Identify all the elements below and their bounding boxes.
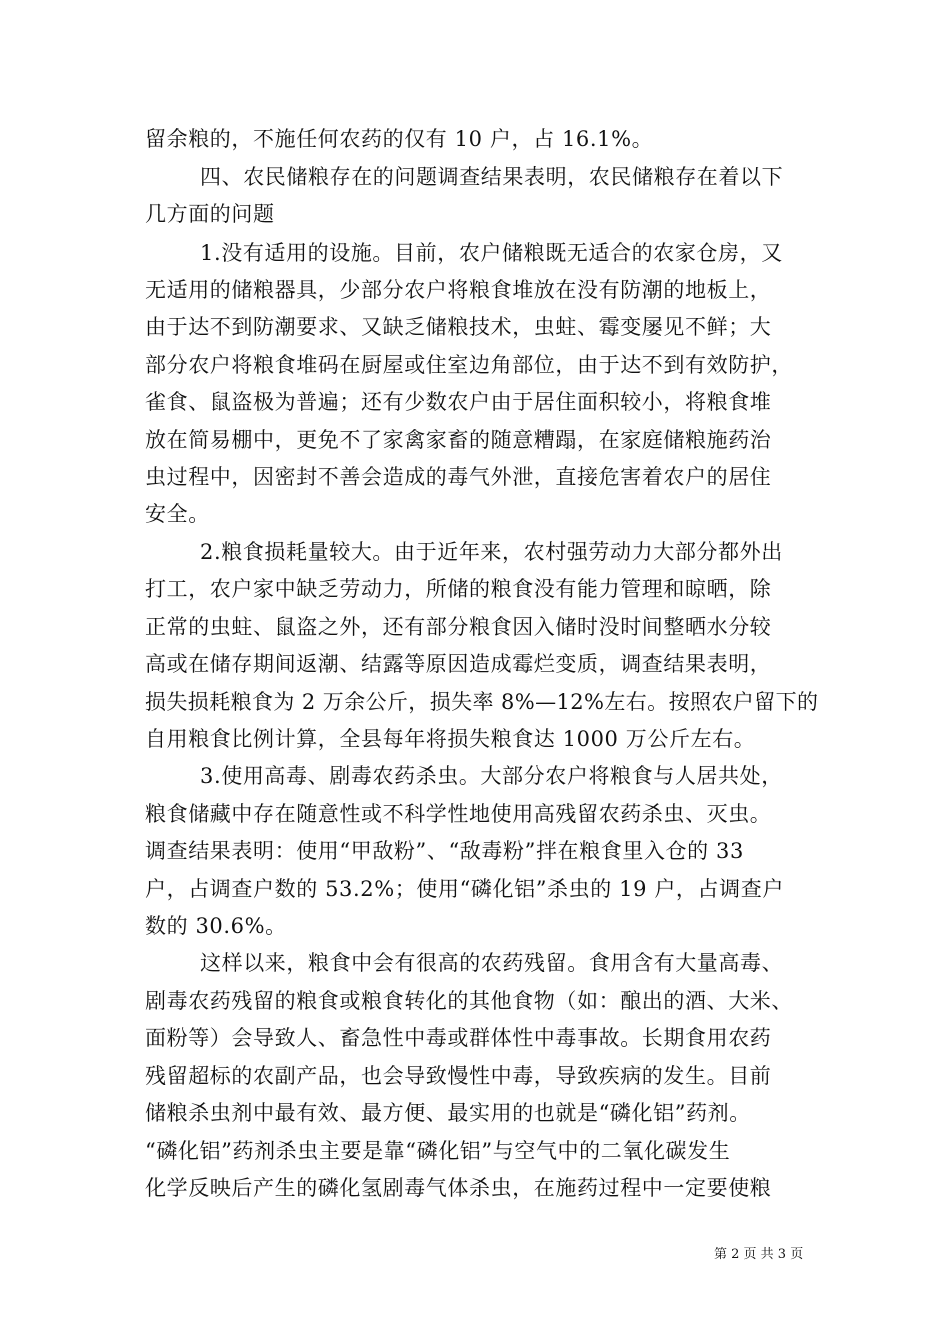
text-line: 留余粮的，不施任何农药的仅有 10 户，占 16.1%。 (145, 127, 654, 151)
text-line: 储粮杀虫剂中最有效、最方便、最实用的也就是“磷化铝”药剂。 (145, 1101, 751, 1125)
page-number: 第 2 页 共 3 页 (714, 1247, 804, 1262)
text-line: 打工，农户家中缺乏劳动力，所储的粮食没有能力管理和晾晒，除 (145, 577, 772, 601)
text-line: 虫过程中，因密封不善会造成的毒气外泄，直接危害着农户的居住 (145, 465, 772, 489)
text-line: “磷化铝”药剂杀虫主要是靠“磷化铝”与空气中的二氧化碳发生 (145, 1139, 731, 1163)
text-line: 户，占调查户数的 53.2%；使用“磷化铝”杀虫的 19 户，占调查户 (145, 877, 784, 901)
text-line: 部分农户将粮食堆码在厨屋或住室边角部位，由于达不到有效防护， (145, 353, 793, 377)
text-line: 粮食储藏中存在随意性或不科学性地使用高残留农药杀虫、灭虫。 (145, 802, 772, 826)
text-line: 自用粮食比例计算，全县每年将损失粮食达 1000 万公斤左右。 (145, 727, 756, 751)
text-line: 几方面的问题 (145, 202, 275, 226)
text-line: 剧毒农药残留的粮食或粮食转化的其他食物（如：酿出的酒、大米、 (145, 989, 793, 1013)
text-line: 1.没有适用的设施。目前，农户储粮既无适合的农家仓房，又 (200, 241, 783, 265)
text-line: 调查结果表明：使用“甲敌粉”、“敌毒粉”拌在粮食里入仓的 33 (145, 839, 744, 863)
text-line: 化学反映后产生的磷化氢剧毒气体杀虫，在施药过程中一定要使粮 (145, 1176, 772, 1200)
text-line: 正常的虫蛀、鼠盗之外，还有部分粮食因入储时没时间整晒水分较 (145, 615, 772, 639)
text-line: 3.使用高毒、剧毒农药杀虫。大部分农户将粮食与人居共处， (200, 764, 783, 788)
text-line: 安全。 (145, 502, 210, 526)
text-line: 高或在储存期间返潮、结露等原因造成霉烂变质，调查结果表明， (145, 652, 772, 676)
text-line: 数的 30.6%。 (145, 914, 287, 938)
text-line: 面粉等）会导致人、畜急性中毒或群体性中毒事故。长期食用农药 (145, 1026, 772, 1050)
text-line: 放在简易棚中，更免不了家禽家畜的随意糟蹋，在家庭储粮施药治 (145, 428, 772, 452)
text-line: 2.粮食损耗量较大。由于近年来，农村强劳动力大部分都外出 (200, 540, 783, 564)
text-line: 雀食、鼠盗极为普遍；还有少数农户由于居住面积较小，将粮食堆 (145, 390, 772, 414)
text-line: 残留超标的农副产品，也会导致慢性中毒，导致疾病的发生。目前 (145, 1064, 772, 1088)
text-line: 无适用的储粮器具，少部分农户将粮食堆放在没有防潮的地板上， (145, 278, 772, 302)
text-line: 损失损耗粮食为 2 万余公斤，损失率 8%—12%左右。按照农户留下的 (145, 690, 819, 714)
text-line: 由于达不到防潮要求、又缺乏储粮技术，虫蛀、霉变屡见不鲜；大 (145, 315, 772, 339)
text-line: 四、农民储粮存在的问题调查结果表明，农民储粮存在着以下 (200, 165, 784, 189)
text-line: 这样以来，粮食中会有很高的农药残留。食用含有大量高毒、 (200, 951, 784, 975)
